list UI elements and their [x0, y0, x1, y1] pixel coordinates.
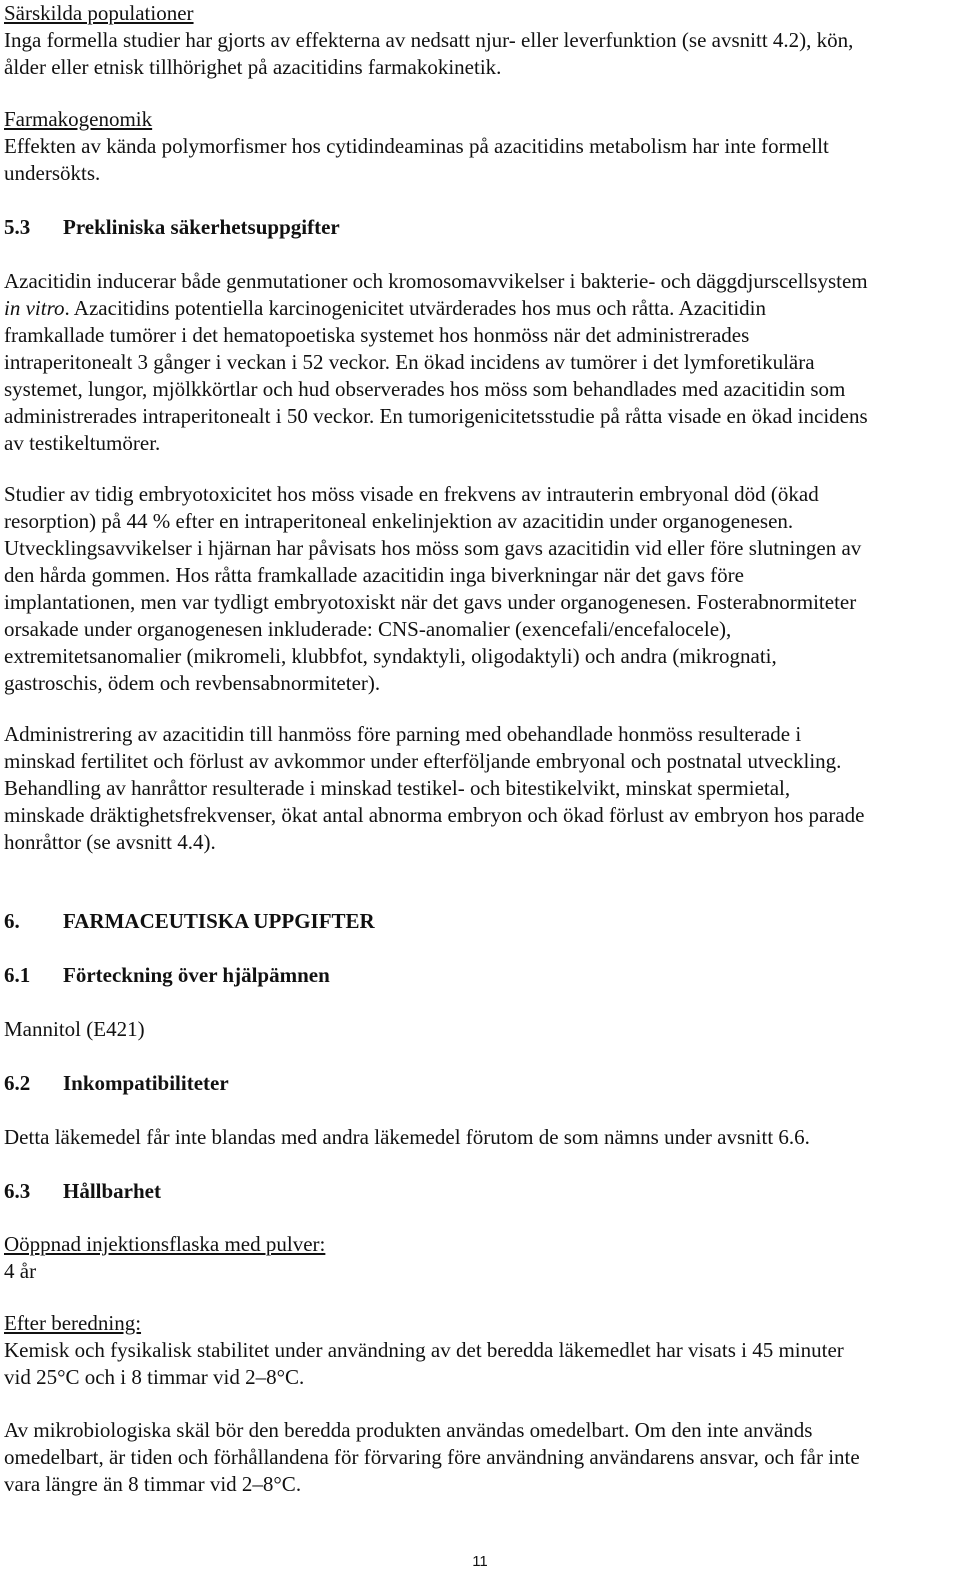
- italic-in-vitro: in vitro: [4, 296, 65, 320]
- text-line: vara längre än 8 timmar vid 2–8°C.: [4, 1472, 302, 1496]
- text-line: vid 25°C och i 8 timmar vid 2–8°C.: [4, 1365, 305, 1389]
- text-line: Av mikrobiologiska skäl bör den beredda produkten användas omedelbart. Om den inte används: [4, 1418, 813, 1442]
- section-5-3-title: Prekliniska säkerhetsuppgifter: [63, 215, 340, 239]
- section-6-3-number: 6.3: [4, 1179, 31, 1203]
- text-line: orsakade under organogenesen inkluderade: CNS-anomalier (exencefali/encefalocele),: [4, 617, 732, 641]
- section-6-2-title: Inkompatibiliteter: [63, 1071, 229, 1095]
- text-line: Inga formella studier har gjorts av effekterna av nedsatt njur- eller leverfunktion (se avsnitt 4.2), kön,: [4, 28, 854, 52]
- text-line: [4, 295, 766, 322]
- text-line: Effekten av kända polymorfismer hos cytidindeaminas på azacitidins metabolism har inte formellt: [4, 134, 829, 158]
- shelf-life-value: 4 år: [4, 1259, 37, 1283]
- text-line: Kemisk och fysikalisk stabilitet under användning av det beredda läkemedlet har visats i 45 minuter: [4, 1338, 844, 1362]
- text-line: intraperitonealt 3 gånger i veckan i 52 veckor. En ökad incidens av tumörer i det lymforetikulära: [4, 350, 815, 374]
- text-line: resorption) på 44 % efter en intraperitoneal enkelinjektion av azacitidin under organogenesen.: [4, 509, 794, 533]
- text-line: Azacitidin inducerar både genmutationer och kromosomavvikelser i bakterie- och däggdjurscellsystem: [4, 269, 868, 293]
- text-line: undersökts.: [4, 161, 101, 185]
- section-6-number: 6.: [4, 909, 20, 933]
- section-6-1-title: Förteckning över hjälpämnen: [63, 963, 330, 987]
- text-line: ålder eller etnisk tillhörighet på azacitidins farmakokinetik.: [4, 55, 502, 79]
- section-6-3-title: Hållbarhet: [63, 1179, 161, 1203]
- text-line: Studier av tidig embryotoxicitet hos möss visade en frekvens av intrauterin embryonal död (ökad: [4, 482, 819, 506]
- text-line: av testikeltumörer.: [4, 431, 161, 455]
- text-line: implantationen, men var tydligt embryotoxiskt när det gavs under organogenesen. Fosterabnormiteter: [4, 590, 857, 614]
- text-line: framkallade tumörer i det hematopoetiska systemet hos honmöss när det administrerades: [4, 323, 750, 347]
- subheading-pharmacogenomics: Farmakogenomik: [4, 107, 153, 131]
- text-line: administrerades intraperitonealt i 50 veckor. En tumorigenicitetsstudie på råtta visade en ökad incidens: [4, 404, 868, 428]
- text-line: Administrering av azacitidin till hanmöss före parning med obehandlade honmöss resulterade i: [4, 722, 802, 746]
- text-line: Behandling av hanråttor resulterade i minskad testikel- och bitestikelvikt, minskat spermietal,: [4, 776, 791, 800]
- subheading-special-populations: Särskilda populationer: [4, 1, 194, 25]
- text-line: Utvecklingsavvikelser i hjärnan har påvisats hos möss som gavs azacitidin vid eller före slutningen av: [4, 536, 862, 560]
- text-line: minskad fertilitet och förlust av avkommor under efterföljande embryonal och postnatal utveckling.: [4, 749, 842, 773]
- text-line: extremitetsanomalier (mikromeli, klubbfot, syndaktyli, oligodaktyli) och andra (mikrognati,: [4, 644, 777, 668]
- text-line: gastroschis, ödem och revbensabnormiteter).: [4, 671, 381, 695]
- excipient-text: Mannitol (E421): [4, 1017, 145, 1041]
- section-5-3-number: 5.3: [4, 215, 31, 239]
- subheading-unopened: Oöppnad injektionsflaska med pulver:: [4, 1232, 326, 1256]
- text-line: honråttor (se avsnitt 4.4).: [4, 830, 216, 854]
- text-line: den hårda gommen. Hos råtta framkallade azacitidin inga biverkningar när det gavs före: [4, 563, 744, 587]
- subheading-after-reconstitution: Efter beredning:: [4, 1311, 142, 1335]
- section-6-2-number: 6.2: [4, 1071, 31, 1095]
- text-line: omedelbart, är tiden och förhållandena för förvaring före användning användarens ansvar, och får inte: [4, 1445, 860, 1469]
- page-number: 11: [472, 1553, 488, 1570]
- text-line: systemet, lungor, mjölkkörtlar och hud observerades hos möss som behandlades med azacitidin som: [4, 377, 846, 401]
- section-6-1-number: 6.1: [4, 963, 31, 987]
- incompatibility-text: Detta läkemedel får inte blandas med andra läkemedel förutom de som nämns under avsnitt 6.6.: [4, 1125, 810, 1149]
- text-line: minskade dräktighetsfrekvenser, ökat antal abnorma embryon och ökad förlust av embryon hos parade: [4, 803, 865, 827]
- text-span: . Azacitidins potentiella karcinogenicitet utvärderades hos mus och råtta. Azacitidin: [64, 296, 766, 320]
- section-6-title: FARMACEUTISKA UPPGIFTER: [63, 909, 375, 933]
